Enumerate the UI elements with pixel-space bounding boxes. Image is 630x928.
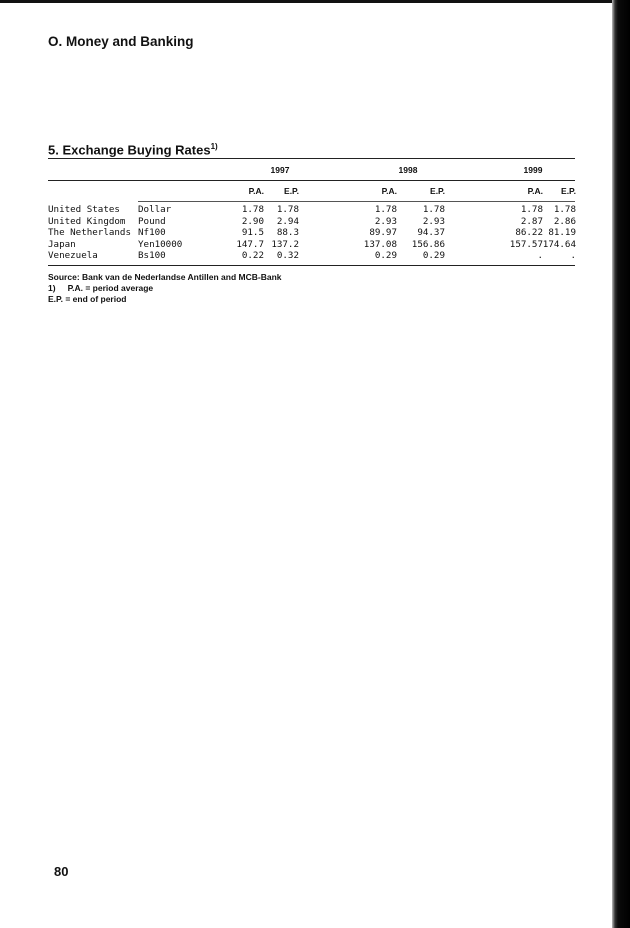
value-cell: 1.78	[422, 204, 445, 215]
year-header-2: 1999	[523, 165, 543, 175]
value-cell: 1.78	[553, 204, 576, 215]
table-title	[48, 142, 218, 157]
country-cell: Japan	[48, 238, 76, 250]
value-cell: 81.19	[548, 227, 576, 239]
value-cell: 89.97	[369, 227, 397, 239]
value-cell: 137.2	[271, 238, 299, 250]
value-cell: 0.29	[374, 250, 397, 262]
year-header-1: 1998	[398, 165, 418, 175]
value-cell: .	[570, 250, 576, 262]
subheader-0: P.A.	[248, 186, 264, 196]
footnote-1	[48, 283, 153, 293]
currency-cell: Dollar	[138, 204, 172, 215]
table-title-text: 5. Exchange Buying Rates	[48, 142, 211, 158]
currency-cell: Bs100	[138, 250, 166, 262]
footnote-ep: E.P. = end of period	[48, 294, 127, 304]
value-cell: 147.7	[236, 238, 264, 250]
subheader-1: E.P.	[284, 186, 299, 196]
value-cell: .	[537, 250, 543, 262]
table-bottom-rule	[48, 265, 575, 266]
subheader-2: P.A.	[381, 186, 397, 196]
country-cell: Venezuela	[48, 250, 98, 262]
country-cell: United Kingdom	[48, 215, 126, 227]
value-cell: 0.22	[241, 250, 264, 262]
value-cell: 1.78	[241, 204, 264, 215]
value-cell: 91.5	[241, 227, 264, 239]
page-number: 80	[54, 864, 69, 879]
value-cell: 174.64	[542, 238, 576, 250]
value-cell: 2.93	[374, 215, 397, 227]
value-cell: 1.78	[520, 204, 543, 215]
scan-border-right	[612, 0, 630, 928]
source-note: Source: Bank van de Nederlandse Antillen and MCB-Bank	[48, 272, 282, 282]
value-cell: 2.87	[520, 215, 543, 227]
header-rule	[138, 201, 575, 202]
value-cell: 157.57	[509, 238, 543, 250]
value-cell: 88.3	[276, 227, 299, 239]
currency-cell: Pound	[138, 215, 166, 227]
scan-border-top	[0, 0, 630, 3]
value-cell: 2.86	[553, 215, 576, 227]
subheader-4: P.A.	[527, 186, 543, 196]
title-footnote-mark: 1)	[210, 142, 218, 151]
subheader-5: E.P.	[561, 186, 576, 196]
footnote-pa: P.A. = period average	[67, 283, 154, 293]
footnote-mark: 1)	[48, 283, 56, 293]
section-title: O. Money and Banking	[48, 34, 194, 49]
value-cell: 94.37	[417, 227, 445, 239]
value-cell: 86.22	[515, 227, 543, 239]
currency-cell: Nf100	[138, 227, 166, 239]
table-top-rule	[48, 158, 575, 159]
value-cell: 2.90	[241, 215, 264, 227]
value-cell: 2.94	[276, 215, 299, 227]
country-cell: The Netherlands	[48, 227, 131, 239]
country-cell: United States	[48, 204, 120, 215]
year-rule	[48, 180, 575, 181]
value-cell: 0.29	[422, 250, 445, 262]
value-cell: 1.78	[374, 204, 397, 215]
value-cell: 1.78	[276, 204, 299, 215]
value-cell: 2.93	[422, 215, 445, 227]
currency-cell: Yen10000	[138, 238, 183, 250]
year-header-0: 1997	[270, 165, 290, 175]
subheader-3: E.P.	[430, 186, 445, 196]
value-cell: 156.86	[411, 238, 445, 250]
value-cell: 137.08	[363, 238, 397, 250]
value-cell: 0.32	[276, 250, 299, 262]
